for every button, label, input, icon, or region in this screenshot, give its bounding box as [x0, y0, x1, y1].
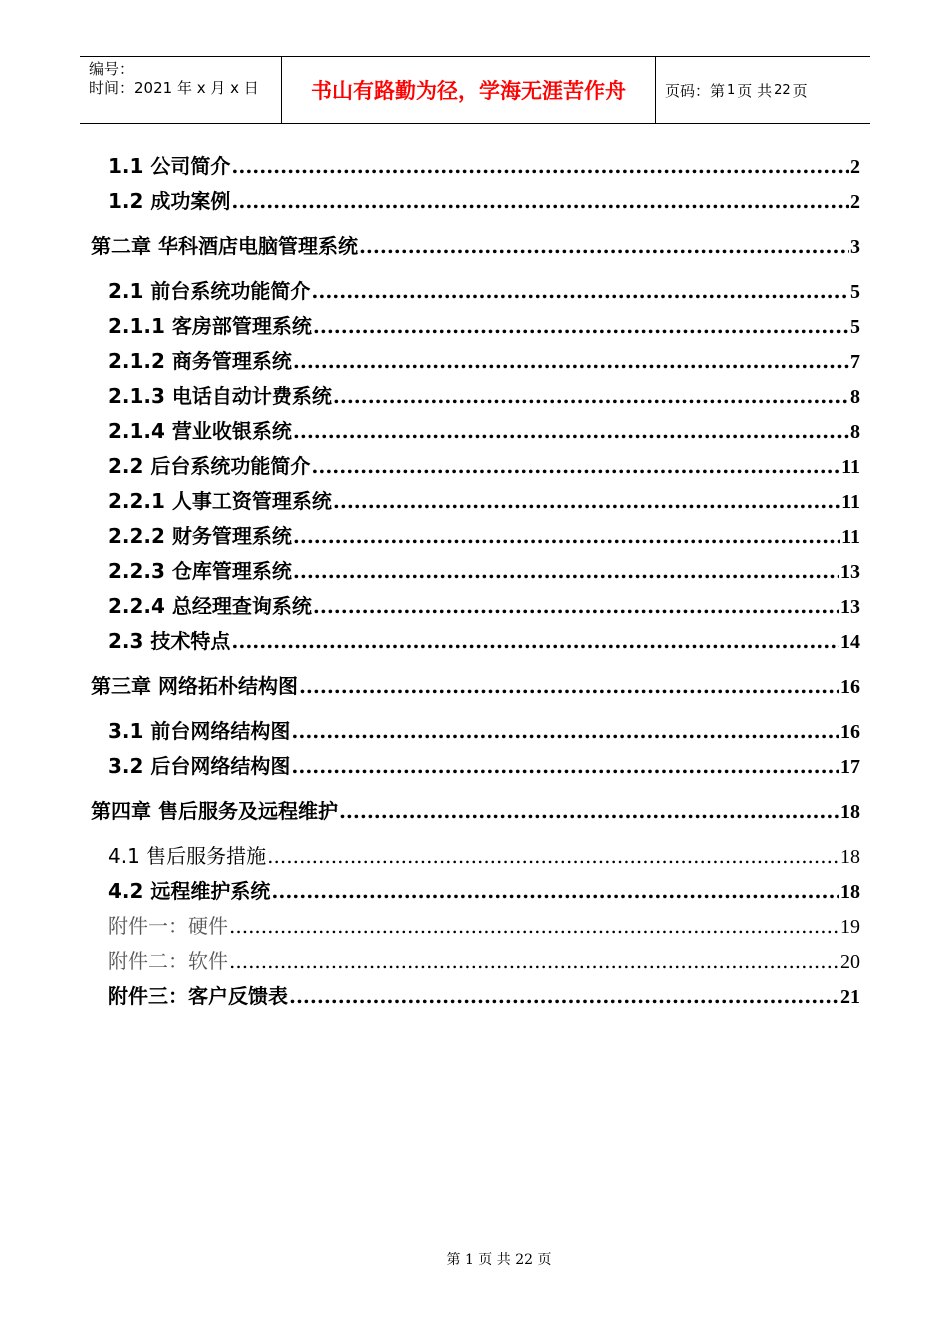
header-meta — [80, 57, 282, 123]
toc-entry[interactable] — [108, 151, 860, 181]
toc-entry[interactable] — [108, 346, 860, 376]
toc-entry-title: 1.2 成功案例 — [108, 189, 231, 213]
toc-entry-page: 19 — [840, 916, 860, 938]
toc-entry-title: 2.2.3 仓库管理系统 — [108, 559, 292, 583]
toc-entry-title: 2.2.4 总经理查询系统 — [108, 594, 312, 618]
toc-entry-title: 第四章 售后服务及远程维护 — [91, 799, 338, 823]
toc-leader — [313, 591, 839, 621]
toc-entry-page: 2 — [850, 156, 860, 178]
toc-entry[interactable] — [108, 416, 860, 446]
toc-entry[interactable] — [108, 946, 860, 976]
toc-leader — [289, 981, 839, 1011]
toc-entry-title: 2.1.1 客房部管理系统 — [108, 314, 312, 338]
page-total: 22 — [774, 82, 791, 98]
toc-entry-page: 13 — [840, 561, 860, 583]
toc-entry-title: 2.2.1 人事工资管理系统 — [108, 489, 332, 513]
toc-entry-page: 16 — [840, 676, 860, 698]
toc-leader — [299, 671, 839, 701]
toc-entry-title: 4.2 远程维护系统 — [108, 879, 271, 903]
toc-entry[interactable] — [108, 981, 860, 1011]
toc-leader — [339, 796, 839, 826]
toc-entry[interactable] — [108, 311, 860, 341]
toc-entry-page: 2 — [850, 191, 860, 213]
toc-entry-page: 18 — [840, 801, 860, 823]
toc-leader — [293, 346, 849, 376]
toc-leader — [229, 911, 839, 941]
toc-entry-title: 2.1.2 商务管理系统 — [108, 349, 292, 373]
toc-entry-title: 2.1.4 营业收银系统 — [108, 419, 292, 443]
toc-entry-title: 第三章 网络拓朴结构图 — [91, 674, 298, 698]
toc-leader — [333, 381, 849, 411]
toc-entry[interactable] — [108, 716, 860, 746]
toc-entry-title: 2.1.3 电话自动计费系统 — [108, 384, 332, 408]
toc-entry[interactable] — [108, 911, 860, 941]
page-suffix: 页 — [792, 81, 808, 100]
toc-entry-page: 8 — [850, 421, 860, 443]
toc-entry[interactable] — [108, 751, 860, 781]
toc-entry-page: 18 — [840, 881, 860, 903]
toc-entry[interactable] — [108, 381, 860, 411]
toc-entry[interactable] — [108, 451, 860, 481]
toc-entry-title: 2.2.2 财务管理系统 — [108, 524, 292, 548]
toc-entry-page: 13 — [840, 596, 860, 618]
page-prefix: 页码：第 — [665, 81, 726, 100]
toc-entry[interactable] — [91, 796, 860, 826]
toc-leader — [291, 751, 839, 781]
toc-entry-page: 5 — [850, 316, 860, 338]
toc-entry-title: 4.1 售后服务措施 — [108, 844, 267, 868]
toc-entry-title: 2.2 后台系统功能简介 — [108, 454, 311, 478]
toc-leader — [291, 716, 839, 746]
toc-entry-page: 14 — [840, 631, 860, 653]
toc-entry-page: 18 — [840, 846, 860, 868]
toc-leader — [271, 876, 839, 906]
document-date: 时间：2021 年 x 月 x 日 — [89, 79, 259, 97]
toc-entry-page: 7 — [850, 351, 860, 373]
toc-entry-title: 3.2 后台网络结构图 — [108, 754, 291, 778]
toc-entry-page: 11 — [841, 456, 860, 478]
toc-entry-title: 第二章 华科酒店电脑管理系统 — [91, 234, 358, 258]
header-page-info — [656, 57, 870, 123]
toc-leader — [311, 276, 849, 306]
toc-entry-page: 5 — [850, 281, 860, 303]
toc-entry[interactable] — [108, 186, 860, 216]
toc-entry[interactable] — [108, 841, 860, 871]
toc-leader — [293, 556, 839, 586]
toc-entry-page: 16 — [840, 721, 860, 743]
toc-entry[interactable] — [108, 486, 860, 516]
toc-entry-title: 附件二：软件 — [108, 949, 228, 973]
toc-entry[interactable] — [108, 876, 860, 906]
toc-leader — [231, 151, 849, 181]
toc-entry-page: 3 — [850, 236, 860, 258]
toc-entry[interactable] — [91, 231, 860, 261]
toc-entry-title: 2.3 技术特点 — [108, 629, 231, 653]
toc-entry-title: 2.1 前台系统功能简介 — [108, 279, 311, 303]
toc-leader — [333, 486, 840, 516]
toc-entry-page: 8 — [850, 386, 860, 408]
toc-entry-page: 11 — [841, 526, 860, 548]
toc-leader — [231, 186, 849, 216]
toc-leader — [229, 946, 839, 976]
page-current: 1 — [727, 82, 736, 98]
toc-entry[interactable] — [108, 276, 860, 306]
toc-leader — [311, 451, 840, 481]
toc-leader — [313, 311, 849, 341]
toc-entry[interactable] — [91, 671, 860, 701]
header-motto: 书山有路勤为径，学海无涯苦作舟 — [282, 57, 656, 123]
toc-entry[interactable] — [108, 556, 860, 586]
document-number-label: 编号： — [89, 60, 135, 78]
toc-leader — [267, 841, 839, 871]
toc-leader — [293, 521, 840, 551]
toc-entry-page: 11 — [841, 491, 860, 513]
toc-entry-title: 附件一：硬件 — [108, 914, 228, 938]
page-footer: 第 1 页 共 22 页 — [446, 1252, 552, 1268]
toc-entry-title: 3.1 前台网络结构图 — [108, 719, 291, 743]
toc-entry[interactable] — [108, 626, 860, 656]
toc-entry[interactable] — [108, 521, 860, 551]
page-header — [80, 56, 870, 124]
toc-entry-page: 20 — [840, 951, 860, 973]
toc-leader — [231, 626, 839, 656]
toc-leader — [293, 416, 849, 446]
toc-entry-title: 1.1 公司简介 — [108, 154, 231, 178]
toc-entry-page: 21 — [840, 986, 860, 1008]
toc-entry-title: 附件三：客户反馈表 — [108, 984, 288, 1008]
toc-entry-page: 17 — [840, 756, 860, 778]
page-mid: 页 共 — [737, 81, 773, 100]
toc-entry[interactable] — [108, 591, 860, 621]
toc-leader — [359, 231, 849, 261]
